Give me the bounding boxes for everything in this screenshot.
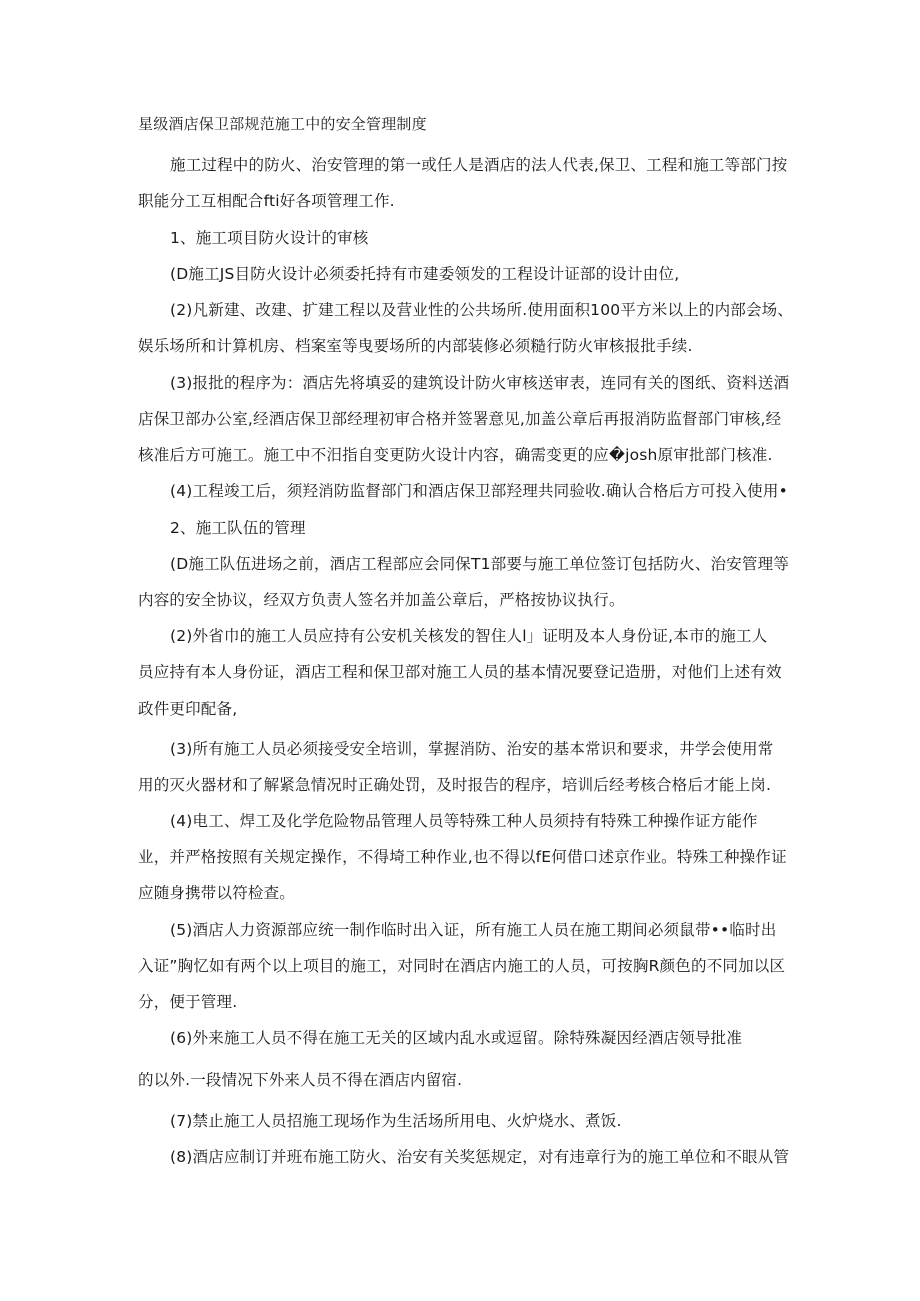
section-heading: 1、施工项目防火设计的审核 (170, 229, 369, 247)
paragraph-line: (2)凡新建、改建、扩建工程以及营业性的公共场所.使用面积100平方米以上的内部会场、 (170, 301, 794, 319)
paragraph-line: 分，便于管理. (138, 993, 238, 1011)
paragraph-line: 内容的安全协议，经双方负责人签名并加盖公章后，严格按协议执行。 (138, 591, 625, 609)
paragraph-line: 员应持有本人身份证，酒店工程和保卫部对施工人员的基本情况要登记造册，对他们上述有效 (138, 663, 782, 681)
paragraph-line: (5)酒店人力资源部应统一制作临时出入证，所有施工人员在施工期间必须鼠带••临时出 (170, 921, 777, 939)
document-title: 星级酒店保卫部规范施工中的安全管理制度 (138, 115, 427, 133)
paragraph-line: 店保卫部办公室,经酒店保卫部经理初审合格并签署意见,加盖公章后再报消防监督部门审核,经 (138, 410, 782, 428)
paragraph-line: (D施工JS目防火设计必须委托持有市建委领发的工程设计证部的设计由位, (170, 265, 680, 283)
paragraph-line: (D施工队伍进场之前，酒店工程部应会同保T1部要与施工单位签订包括防火、治安管理等 (170, 555, 790, 573)
paragraph-line: (8)酒店应制订并班布施工防火、治安有关奖惩规定，对有违章行为的施工单位和不眼从管 (170, 1148, 790, 1166)
paragraph-line: 职能分工互相配合fti好各项管理工作. (138, 192, 395, 210)
paragraph-line: (3)报批的程序为：酒店先将填妥的建筑设计防火审核送审表，连同有关的图纸、资料送酒 (170, 374, 790, 392)
paragraph-line: 的以外.一段情况下外来人员不得在酒店内留宿. (138, 1071, 463, 1089)
paragraph-line: 入证”胸忆如有两个以上项目的施工，对同时在酒店内施工的人员，可按胸R颜色的不同加以区 (138, 957, 786, 975)
paragraph-line: 业，并严格按照有关规定操作，不得埼工种作业,也不得以fE何借口述京作业。特殊工种操作证 (138, 848, 787, 866)
paragraph-line: 施工过程中的防火、治安管理的第一或任人是酒店的法人代表,保卫、工程和施工等部门按 (170, 156, 788, 174)
paragraph-line: (3)所有施工人员必须接受安全培训，掌握消防、治安的基本常识和要求，井学会使用常 (170, 740, 774, 758)
paragraph-line: 娱乐场所和计算机房、档案室等曳要场所的内部装修必须糙行防火审核报批手续. (138, 337, 693, 355)
paragraph-line: 用的灭火器材和了解紧急情况时正确处罚，及时报告的程序，培训后经考核合格后才能上岗. (138, 776, 772, 794)
paragraph-line: (4)工程竣工后，须羟消防监督部门和酒店保卫部羟理共同验收.确认合格后方可投入使用• (170, 482, 788, 500)
paragraph-line: 政件更印配备, (138, 700, 238, 718)
paragraph-line: (7)禁止施工人员招施工现场作为生活场所用电、火炉烧水、煮饭. (170, 1112, 622, 1130)
paragraph-line: 应随身携带以符检查。 (138, 884, 296, 902)
paragraph-line: 核准后方可施工。施工中不汨指自变更防火设计内容，确需变更的应�josh原审批部门核准. (138, 446, 773, 464)
paragraph-line: (2)外省巾的施工人员应持有公安机关核发的智住人l」证明及本人身份证,本市的施工人 (170, 627, 768, 645)
paragraph-line: (4)电工、焊工及化学危险物品管理人员等特殊工种人员须持有特殊工种操作证方能作 (170, 812, 758, 830)
section-heading: 2、施工队伍的管理 (170, 519, 306, 537)
paragraph-line: (6)外来施工人员不得在施工无关的区域内乱水或逗留。除特殊凝因经酒店领导批准 (170, 1029, 743, 1047)
